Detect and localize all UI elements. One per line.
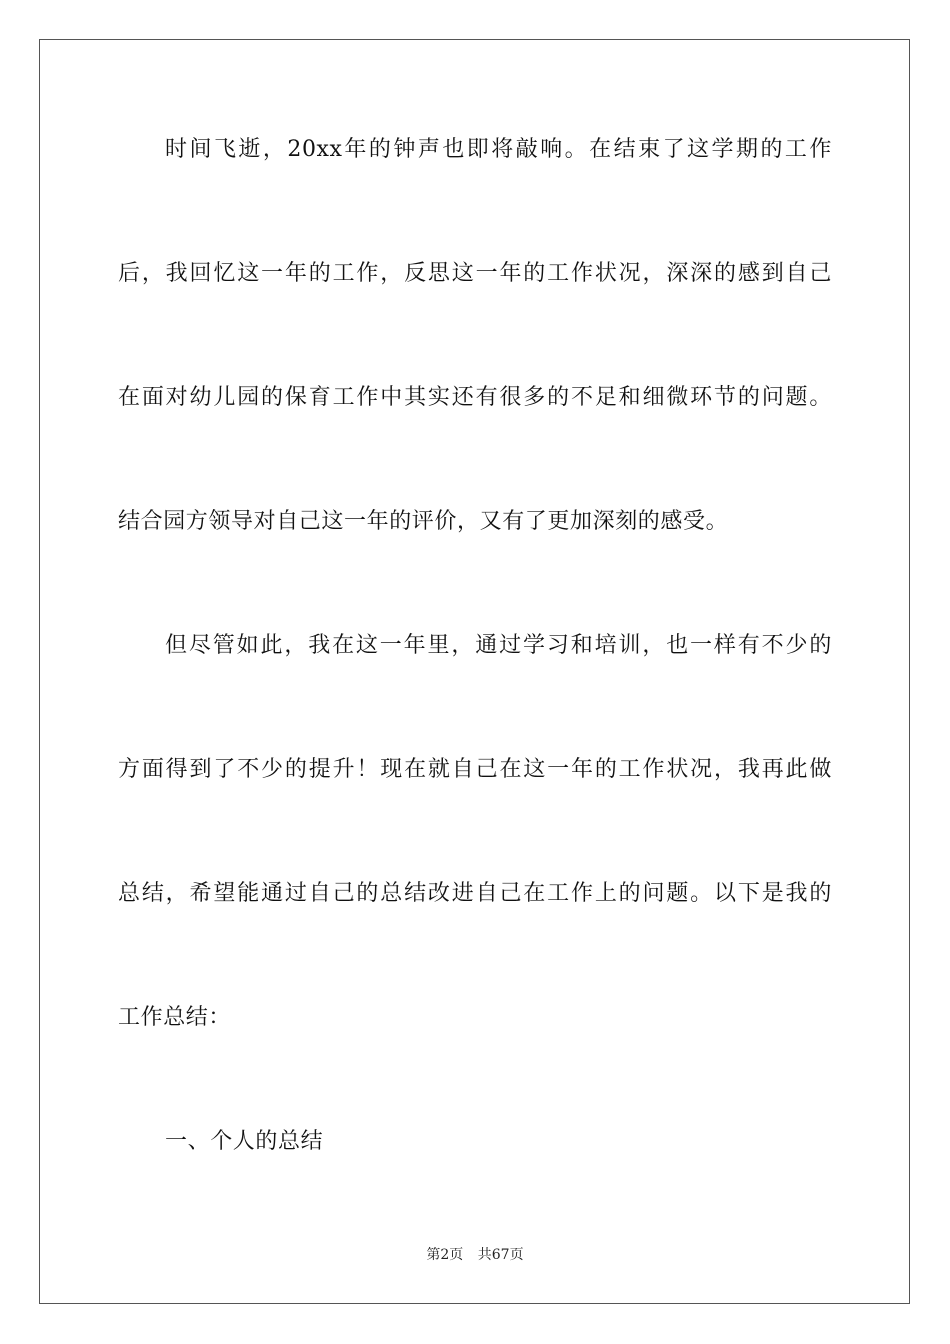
paragraph-2-line-1: 但尽管如此，我在这一年里，通过学习和培训，也一样有不少的 [165,633,832,658]
paragraph-2-line-2: 方面得到了不少的提升！现在就自己在这一年的工作状况，我再此做 [118,757,832,782]
paragraph-1-line-1: 时间飞逝，20xx年的钟声也即将敲响。在结束了这学期的工作 [165,137,832,162]
page-number: 第2页 [426,1247,464,1263]
paragraph-2-line-3: 总结，希望能通过自己的总结改进自己在工作上的问题。以下是我的 [118,881,832,906]
page-total: 共67页 [477,1247,524,1263]
page-border [39,39,910,1304]
paragraph-1-line-2: 后，我回忆这一年的工作，反思这一年的工作状况，深深的感到自己 [118,261,832,286]
paragraph-2-line-4: 工作总结： [118,1005,232,1030]
page-footer [0,1245,950,1265]
section-heading: 一、个人的总结 [165,1129,324,1154]
paragraph-1-line-3: 在面对幼儿园的保育工作中其实还有很多的不足和细微环节的问题。 [118,385,832,410]
paragraph-1-line-4: 结合园方领导对自己这一年的评价，又有了更加深刻的感受。 [118,509,729,534]
